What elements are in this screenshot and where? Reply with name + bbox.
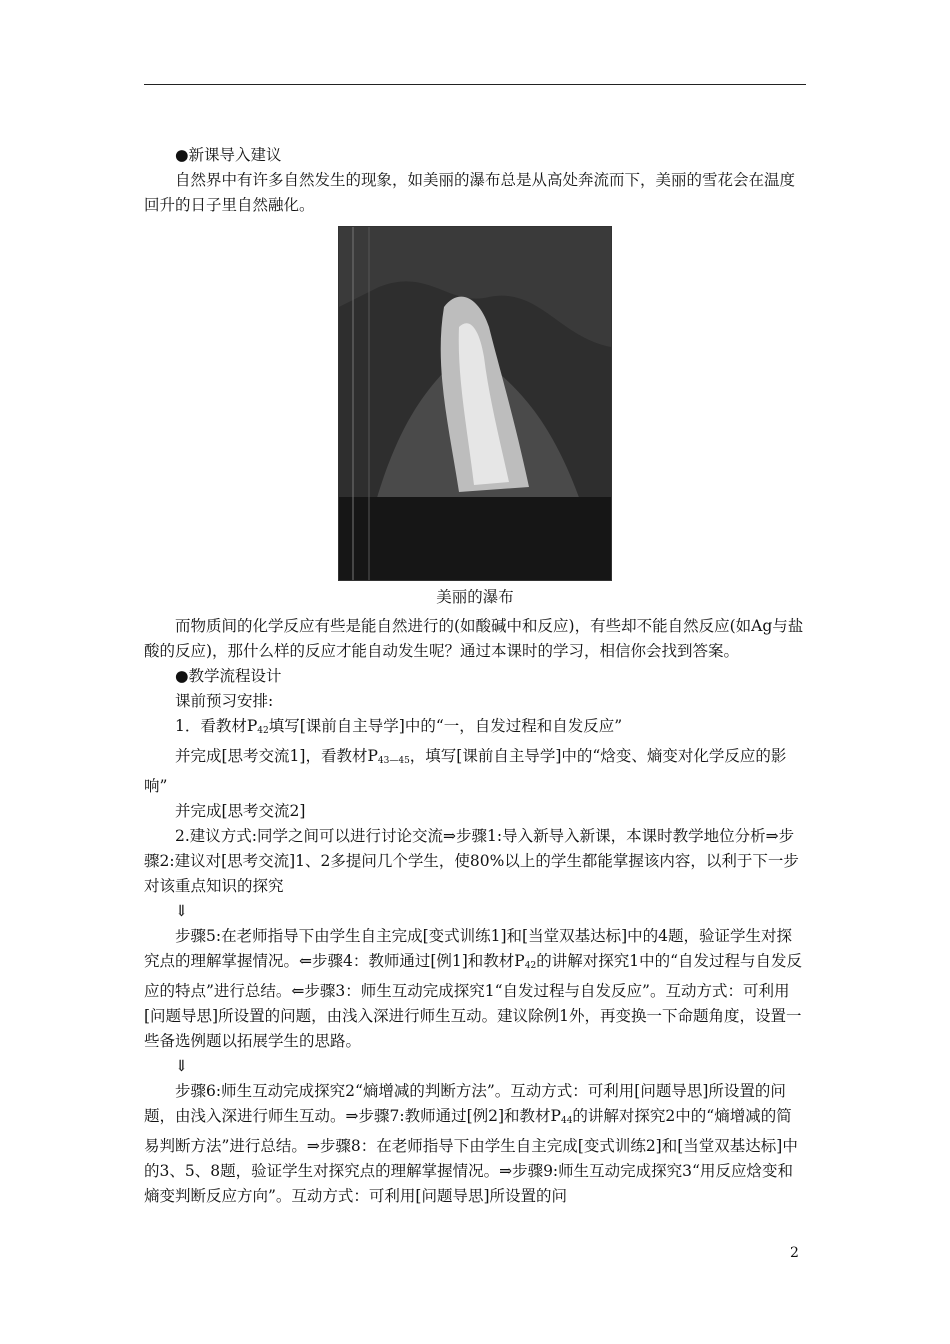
item-1: 1．看教材$P_{42}$填写[课前自主导学]中的“一，自发过程和自发反应” xyxy=(175,717,623,736)
page-number: 2 xyxy=(790,1245,799,1261)
item-2: 2.建议方式:同学之间可以进行讨论交流⇒步骤1:导入新导入新课，本课时教学地位分析⇒步骤2:建议对[思考交流]1、2多提问几个学生，使80%以上的学生都能掌握该内容，以利于下一步对该重点知识的探究 xyxy=(144,827,799,895)
figure-caption: 美丽的瀑布 xyxy=(436,588,514,606)
prep-title: 课前预习安排: xyxy=(175,692,274,710)
step-5: 步骤5:在老师指导下由学生自主完成[变式训练1]和[当堂双基达标]中的4题，验证学生对探究点的理解掌握情况。⇐步骤4：教师通过[例1]和教材$P_{42}$的讲解对探究1中的“自发过程与自发反应的特点”进行总结。⇐步骤3：师生互动完成探究1“自发过程与自发反应”。互动方式：可利用[问题导思]所设置的问题，由浅入深进行师生互动。建议除例1外，再变换一下命题角度，设置一些备选例题以拓展学生的思路。 xyxy=(144,927,802,1050)
waterfall-figure xyxy=(144,226,806,610)
step-6: 步骤6:师生互动完成探究2“熵增减的判断方法”。互动方式：可利用[问题导思]所设置的问题，由浅入深进行师生互动。⇒步骤7:教师通过[例2]和教材$P_{44}$的讲解对探究2中的“熵增减的简易判断方法”进行总结。⇒步骤8：在老师指导下由学生自主完成[变式训练2]和[当堂双基达标]中的3、5、8题，验证学生对探究点的理解掌握情况。⇒步骤9:师生互动完成探究3“用反应焓变和熵变判断反应方向”。互动方式：可利用[问题导思]所设置的问 xyxy=(144,1082,798,1205)
intro-heading: ●新课导入建议 xyxy=(175,146,282,164)
down-arrow-2: ⇓ xyxy=(175,1057,188,1075)
item-1-continued: 并完成[思考交流1]，看教材$P_{43—45}$，填写[课前自主导学]中的“焓变、熵变对化学反应的影响” xyxy=(144,747,787,795)
paragraph-reactions: 而物质间的化学反应有些是能自然进行的(如酸碱中和反应)，有些却不能自然反应(如Ag与盐酸的反应)，那什么样的反应才能自动发生呢？通过本课时的学习，相信你会找到答案。 xyxy=(144,617,804,660)
document-body xyxy=(144,143,806,1209)
intro-paragraph: 自然界中有许多自然发生的现象，如美丽的瀑布总是从高处奔流而下，美丽的雪花会在温度回升的日子里自然融化。 xyxy=(144,171,796,214)
down-arrow-1: ⇓ xyxy=(175,902,188,920)
item-1-final: 并完成[思考交流2] xyxy=(175,802,306,820)
header-rule xyxy=(144,84,806,85)
waterfall-photo xyxy=(338,226,612,581)
flow-heading: ●教学流程设计 xyxy=(175,667,282,685)
